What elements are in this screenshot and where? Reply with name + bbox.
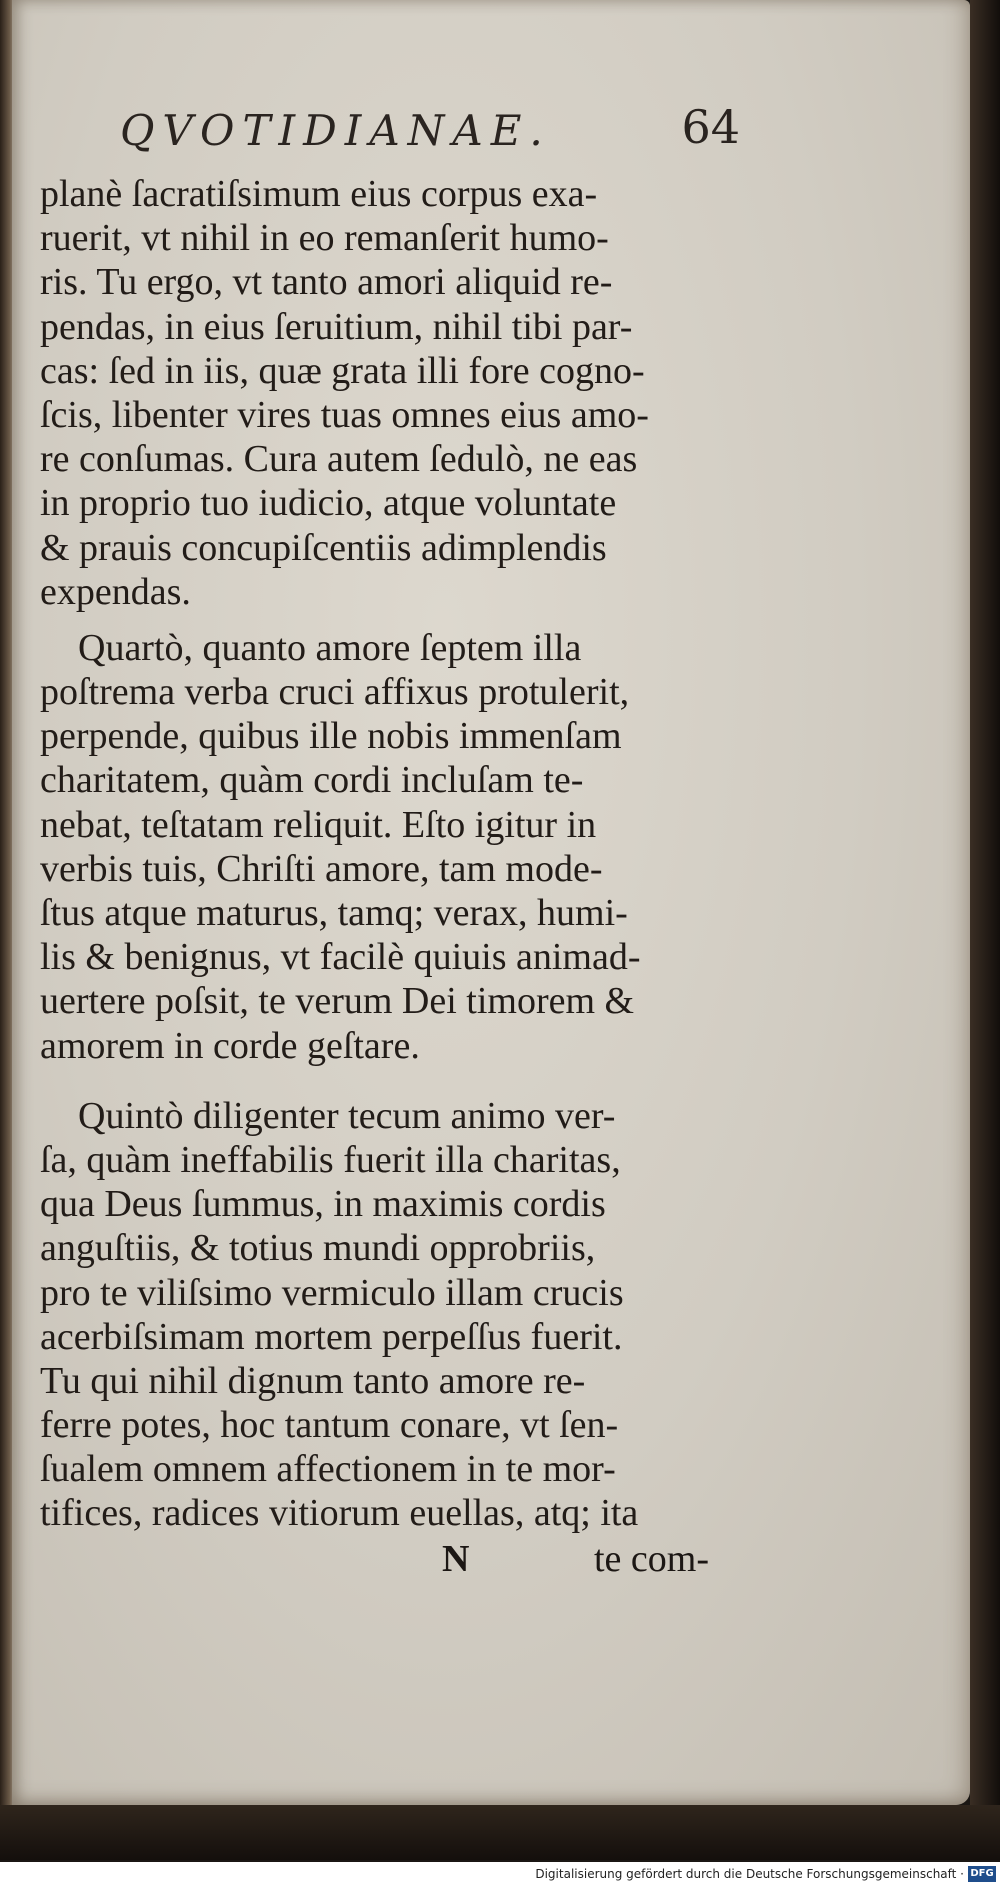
text-line: pendas, in eius ſeruitium, nihil tibi par-: [40, 305, 633, 348]
text-line: in proprio tuo iudicio, atque voluntate: [40, 482, 617, 525]
text-line: ruerit, vt nihil in eo remanſerit humo-: [40, 217, 609, 260]
paragraph-gap: [40, 1068, 740, 1094]
text-line: & prauis concupiſcentiis adimplendis: [40, 526, 607, 569]
text-line: expendas.: [40, 570, 191, 613]
funding-credit: Digitalisierung gefördert durch die Deutsche Forschungsgemeinschaft ·: [535, 1867, 964, 1881]
text-line: ferre potes, hoc tantum conare, vt ſen-: [40, 1404, 619, 1447]
text-line: pro te viliſsimo vermiculo illam crucis: [40, 1271, 624, 1314]
catchword: te com-: [594, 1538, 710, 1580]
dfg-logo: DFG: [968, 1866, 996, 1882]
text-line: acerbiſsimam mortem perpeſſus fuerit.: [40, 1315, 623, 1358]
text-line: lis & benignus, vt facilè quiuis animad-: [40, 936, 641, 979]
text-line: planè ſacratiſsimum eius corpus exa-: [40, 173, 598, 215]
paragraph-1: [40, 172, 740, 614]
text-line: poſtrema verba cruci affixus protulerit,: [40, 671, 630, 714]
text-line: cas: ſed in iis, quæ grata illi fore cogno-: [40, 349, 645, 392]
text-line: Quintò diligenter tecum animo ver-: [78, 1094, 616, 1137]
text-line: uertere poſsit, te verum Dei timorem &: [40, 980, 635, 1023]
text-line: qua Deus ſummus, in maximis cordis: [40, 1183, 606, 1226]
paragraph-3: [40, 1094, 740, 1536]
catch-line: [40, 1537, 730, 1587]
text-line: ſtus atque maturus, tamq; verax, humi-: [40, 892, 628, 934]
paragraph-2: [40, 626, 740, 1068]
text-line: perpende, quibus ille nobis immenſam: [40, 715, 622, 758]
text-line: Tu qui nihil dignum tanto amore re-: [40, 1359, 586, 1402]
body-text: [40, 172, 740, 1536]
bottom-edge-shadow: [0, 1805, 1000, 1860]
signature-mark: N: [442, 1538, 470, 1580]
text-line: ris. Tu ergo, vt tanto amori aliquid re-: [40, 261, 613, 304]
text-line: charitatem, quàm cordi incluſam te-: [40, 759, 584, 802]
running-head: [120, 100, 740, 170]
text-line: ſa, quàm ineffabilis fuerit illa charitas,: [40, 1138, 621, 1181]
text-line: tifices, radices vitiorum euellas, atq; ita: [40, 1492, 639, 1535]
digitization-footer: [0, 1862, 1000, 1887]
text-line: Quartò, quanto amore ſeptem illa: [78, 626, 582, 669]
text-line: ſcis, libenter vires tuas omnes eius amo-: [40, 393, 649, 436]
paragraph-gap: [40, 614, 740, 626]
text-line: nebat, teſtatam reliquit. Eſto igitur in: [40, 803, 597, 846]
text-line: anguſtiis, & totius mundi opprobriis,: [40, 1227, 596, 1270]
text-line: verbis tuis, Chriſti amore, tam mode-: [40, 847, 603, 890]
text-line: re conſumas. Cura autem ſedulò, ne eas: [40, 438, 638, 481]
running-head-title: QVOTIDIANAE.: [120, 106, 551, 155]
text-line: amorem in corde geſtare.: [40, 1024, 420, 1067]
page-edge-shadow: [970, 0, 1000, 1830]
page-number: 64: [681, 100, 740, 154]
text-line: ſualem omnem affectionem in te mor-: [40, 1448, 616, 1491]
